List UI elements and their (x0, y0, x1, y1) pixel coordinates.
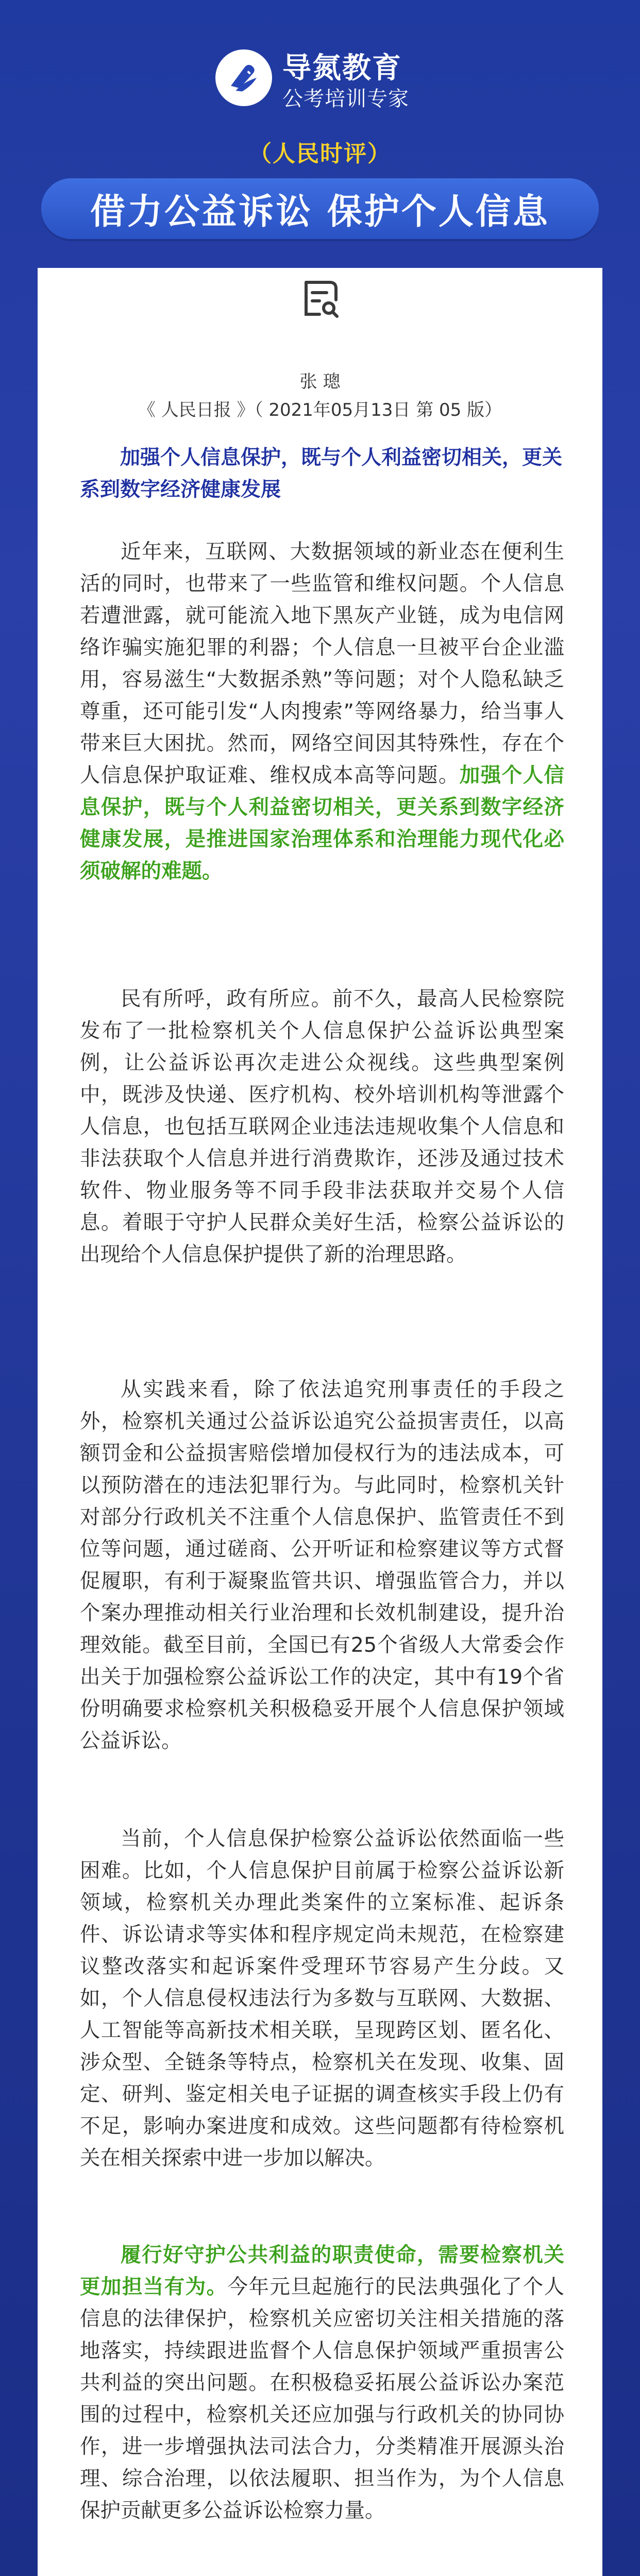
paragraph-highlight: 履行好守护公共利益的职责使命，需要检察机关更加担当有为。 (80, 2243, 564, 2299)
title-banner (41, 178, 599, 239)
quote-search-icon (299, 277, 341, 319)
paragraph-text: 从实践来看，除了依法追究刑事责任的手段之外，检察机关通过公益诉讼追究公益损害责任，以高额罚金和公益损害赔偿增加侵权行为的违法成本，可以预防潜在的违法犯罪行为。与此同时，检察机关针对部分行政机关不注重个人信息保护、监管责任不到位等问题，通过磋商、公开听证和检察建议等方式督促履职，有利于凝聚监管共识、增强监管合力，并以个案办理推动相关行业治理和长效机制建设，提升治理效能。截至目前，全国已有25个省级人大常委会作出关于加强检察公益诉讼工作的决定，其中有19个省份明确要求检察机关积极稳妥开展个人信息保护领域公益诉讼。 (80, 1378, 564, 1753)
paragraph-text: 民有所呼，政有所应。前不久，最高人民检察院发布了一批检察机关个人信息保护公益诉讼典型案例，让公益诉讼再次走进公众视线。这些典型案例中，既涉及快递、医疗机构、校外培训机构等泄露个人信息，也包括互联网企业违法违规收集个人信息和非法获取个人信息并进行消费欺诈，还涉及通过技术软件、物业服务等不同手段非法获取并交易个人信息。着眼于守护人民群众美好生活，检察公益诉讼的出现给个人信息保护提供了新的治理思路。 (80, 987, 564, 1266)
paragraph-text: 当前，个人信息保护检察公益诉讼依然面临一些困难。比如，个人信息保护目前属于检察公益诉讼新领域，检察机关办理此类案件的立案标准、起诉条件、诉讼请求等实体和程序规定尚未规范，在检察建议整改落实和起诉案件受理环节容易产生分歧。又如，个人信息侵权违法行为多数与互联网、大数据、人工智能等高新技术相关联，呈现跨区划、匿名化、涉众型、全链条等特点，检察机关在发现、收集、固定、研判、鉴定相关电子证据的调查核实手段上仍有不足，影响办案进度和成效。这些问题都有待检察机关在相关探索中进一步加以解决。 (80, 1827, 564, 2170)
column-tag: （人民时评） (249, 141, 391, 167)
paragraph-3 (80, 1374, 564, 1757)
article-author: 张 璁 (299, 371, 341, 392)
paragraph-highlight: 加强个人信息保护，既与个人利益密切相关，更关系到数字经济健康发展，是推进国家治理体系和治理能力现代化必须破解的难题。 (80, 764, 565, 883)
paragraph-text: 近年来，互联网、大数据领域的新业态在便利生活的同时，也带来了一些监管和维权问题。个人信息若遭泄露，就可能流入地下黑灰产业链，成为电信网络诈骗实施犯罪的利器；个人信息一旦被平台企业滥用，容易滋生“大数据杀熟”等问题；对个人隐私缺乏尊重，还可能引发“人肉搜索”等网络暴力，给当事人带来巨大困扰。然而，网络空间因其特殊性，存在个人信息保护取证难、维权成本高等问题。 (80, 540, 564, 787)
article-title: 借力公益诉讼 保护个人信息 (90, 191, 550, 232)
article-source: 《 人民日报 》（ 2021年05月13日 第 05 版） (138, 400, 502, 420)
logo-icon (215, 49, 272, 106)
brand-logo (0, 42, 640, 114)
paragraph-1 (80, 536, 564, 887)
paragraph-5 (80, 2239, 564, 2527)
brand-slogan: 公考培训专家 (282, 87, 409, 111)
paragraph-2 (80, 983, 564, 1270)
article-lead: 加强个人信息保护，既与个人利益密切相关，更关系到数字经济健康发展 (80, 446, 563, 501)
paragraph-text: 今年元旦起施行的民法典强化了个人信息的法律保护，检察机关应密切关注相关措施的落地落实，持续跟进监督个人信息保护领域严重损害公共利益的突出问题。在积极稳妥拓展公益诉讼办案范围的过程中，检察机关还应加强与行政机关的协同协作，进一步增强执法司法合力，分类精准开展源头治理、综合治理，以依法履职、担当作为，为个人信息保护贡献更多公益诉讼检察力量。 (80, 2275, 565, 2522)
brand-name: 导氮教育 (282, 52, 402, 85)
paragraph-4 (80, 1823, 564, 2174)
